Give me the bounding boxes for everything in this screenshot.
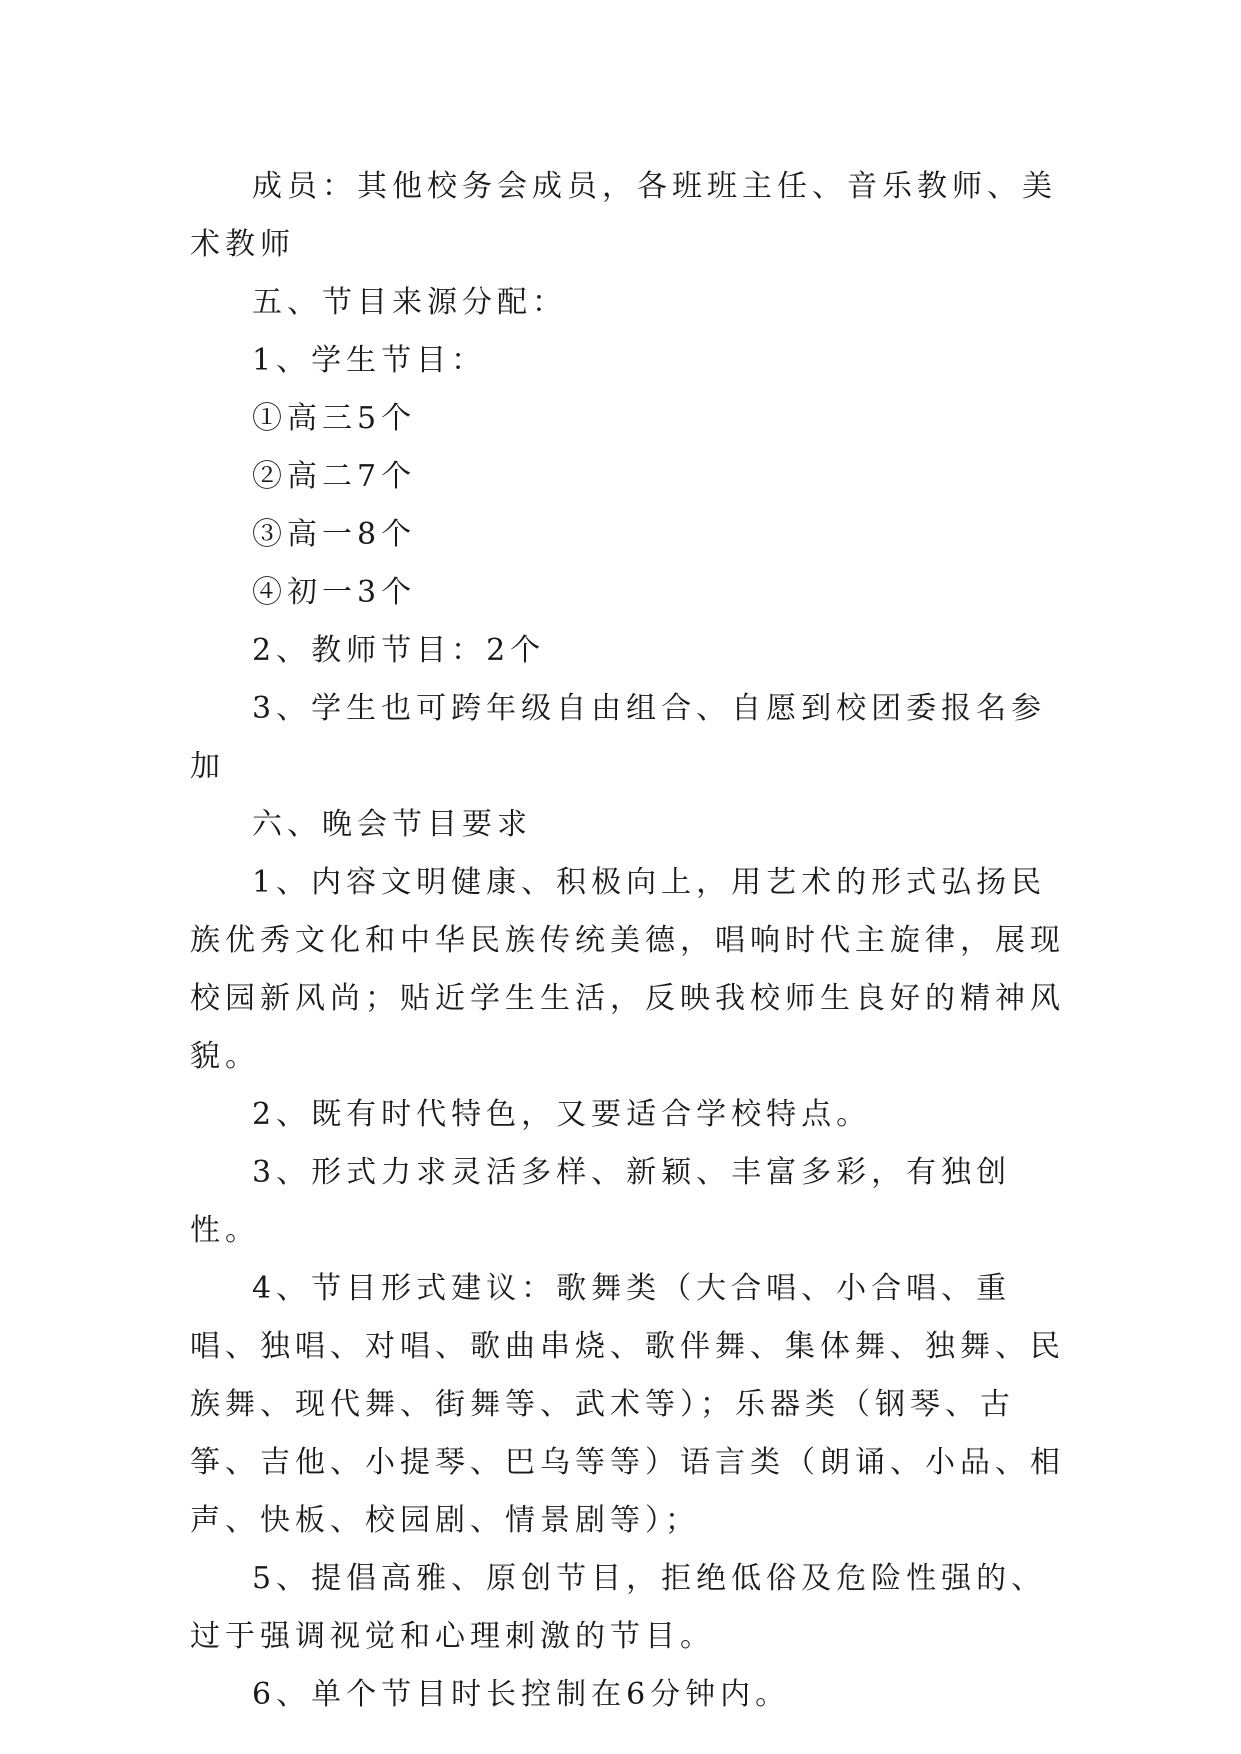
paragraph-requirement-1: 1、内容文明健康、积极向上，用艺术的形式弘扬民族优秀文化和中华民族传统美德，唱响时代主旋律，展现校园新风尚；贴近学生生活，反映我校师生良好的精神风貌。 [190,865,1065,1074]
document-body [190,158,1070,1724]
paragraph-requirement-2: 2、既有时代特色，又要适合学校特点。 [252,1097,872,1132]
paragraph-requirement-4: 4、节目形式建议：歌舞类（大合唱、小合唱、重唱、独唱、对唱、歌曲串烧、歌伴舞、集体舞、独舞、民族舞、现代舞、街舞等、武术等）；乐器类（钢琴、古筝、吉他、小提琴、巴乌等等）语言类（朗诵、小品、相声、快板、校园剧、情景剧等）； [190,1271,1065,1538]
paragraph-student-programs: 1、学生节目： [252,343,487,378]
heading-section-six: 六、晚会节目要求 [252,807,532,842]
list-item-grade-12: ①高三5个 [252,401,417,436]
paragraph-members: 成员：其他校务会成员，各班班主任、音乐教师、美术教师 [190,169,1057,262]
paragraph-teacher-programs: 2、教师节目：2个 [252,633,546,668]
list-item-grade-10: ③高一8个 [252,517,417,552]
paragraph-cross-grade: 3、学生也可跨年级自由组合、自愿到校团委报名参加 [190,691,1047,784]
heading-section-five: 五、节目来源分配： [252,285,567,320]
paragraph-requirement-6: 6、单个节目时长控制在6分钟内。 [252,1677,791,1712]
list-item-grade-11: ②高二7个 [252,459,417,494]
paragraph-requirement-5: 5、提倡高雅、原创节目，拒绝低俗及危险性强的、过于强调视觉和心理刺激的节目。 [190,1561,1047,1654]
list-item-grade-7: ④初一3个 [252,575,417,610]
paragraph-requirement-3: 3、形式力求灵活多样、新颖、丰富多彩，有独创性。 [190,1155,1012,1248]
